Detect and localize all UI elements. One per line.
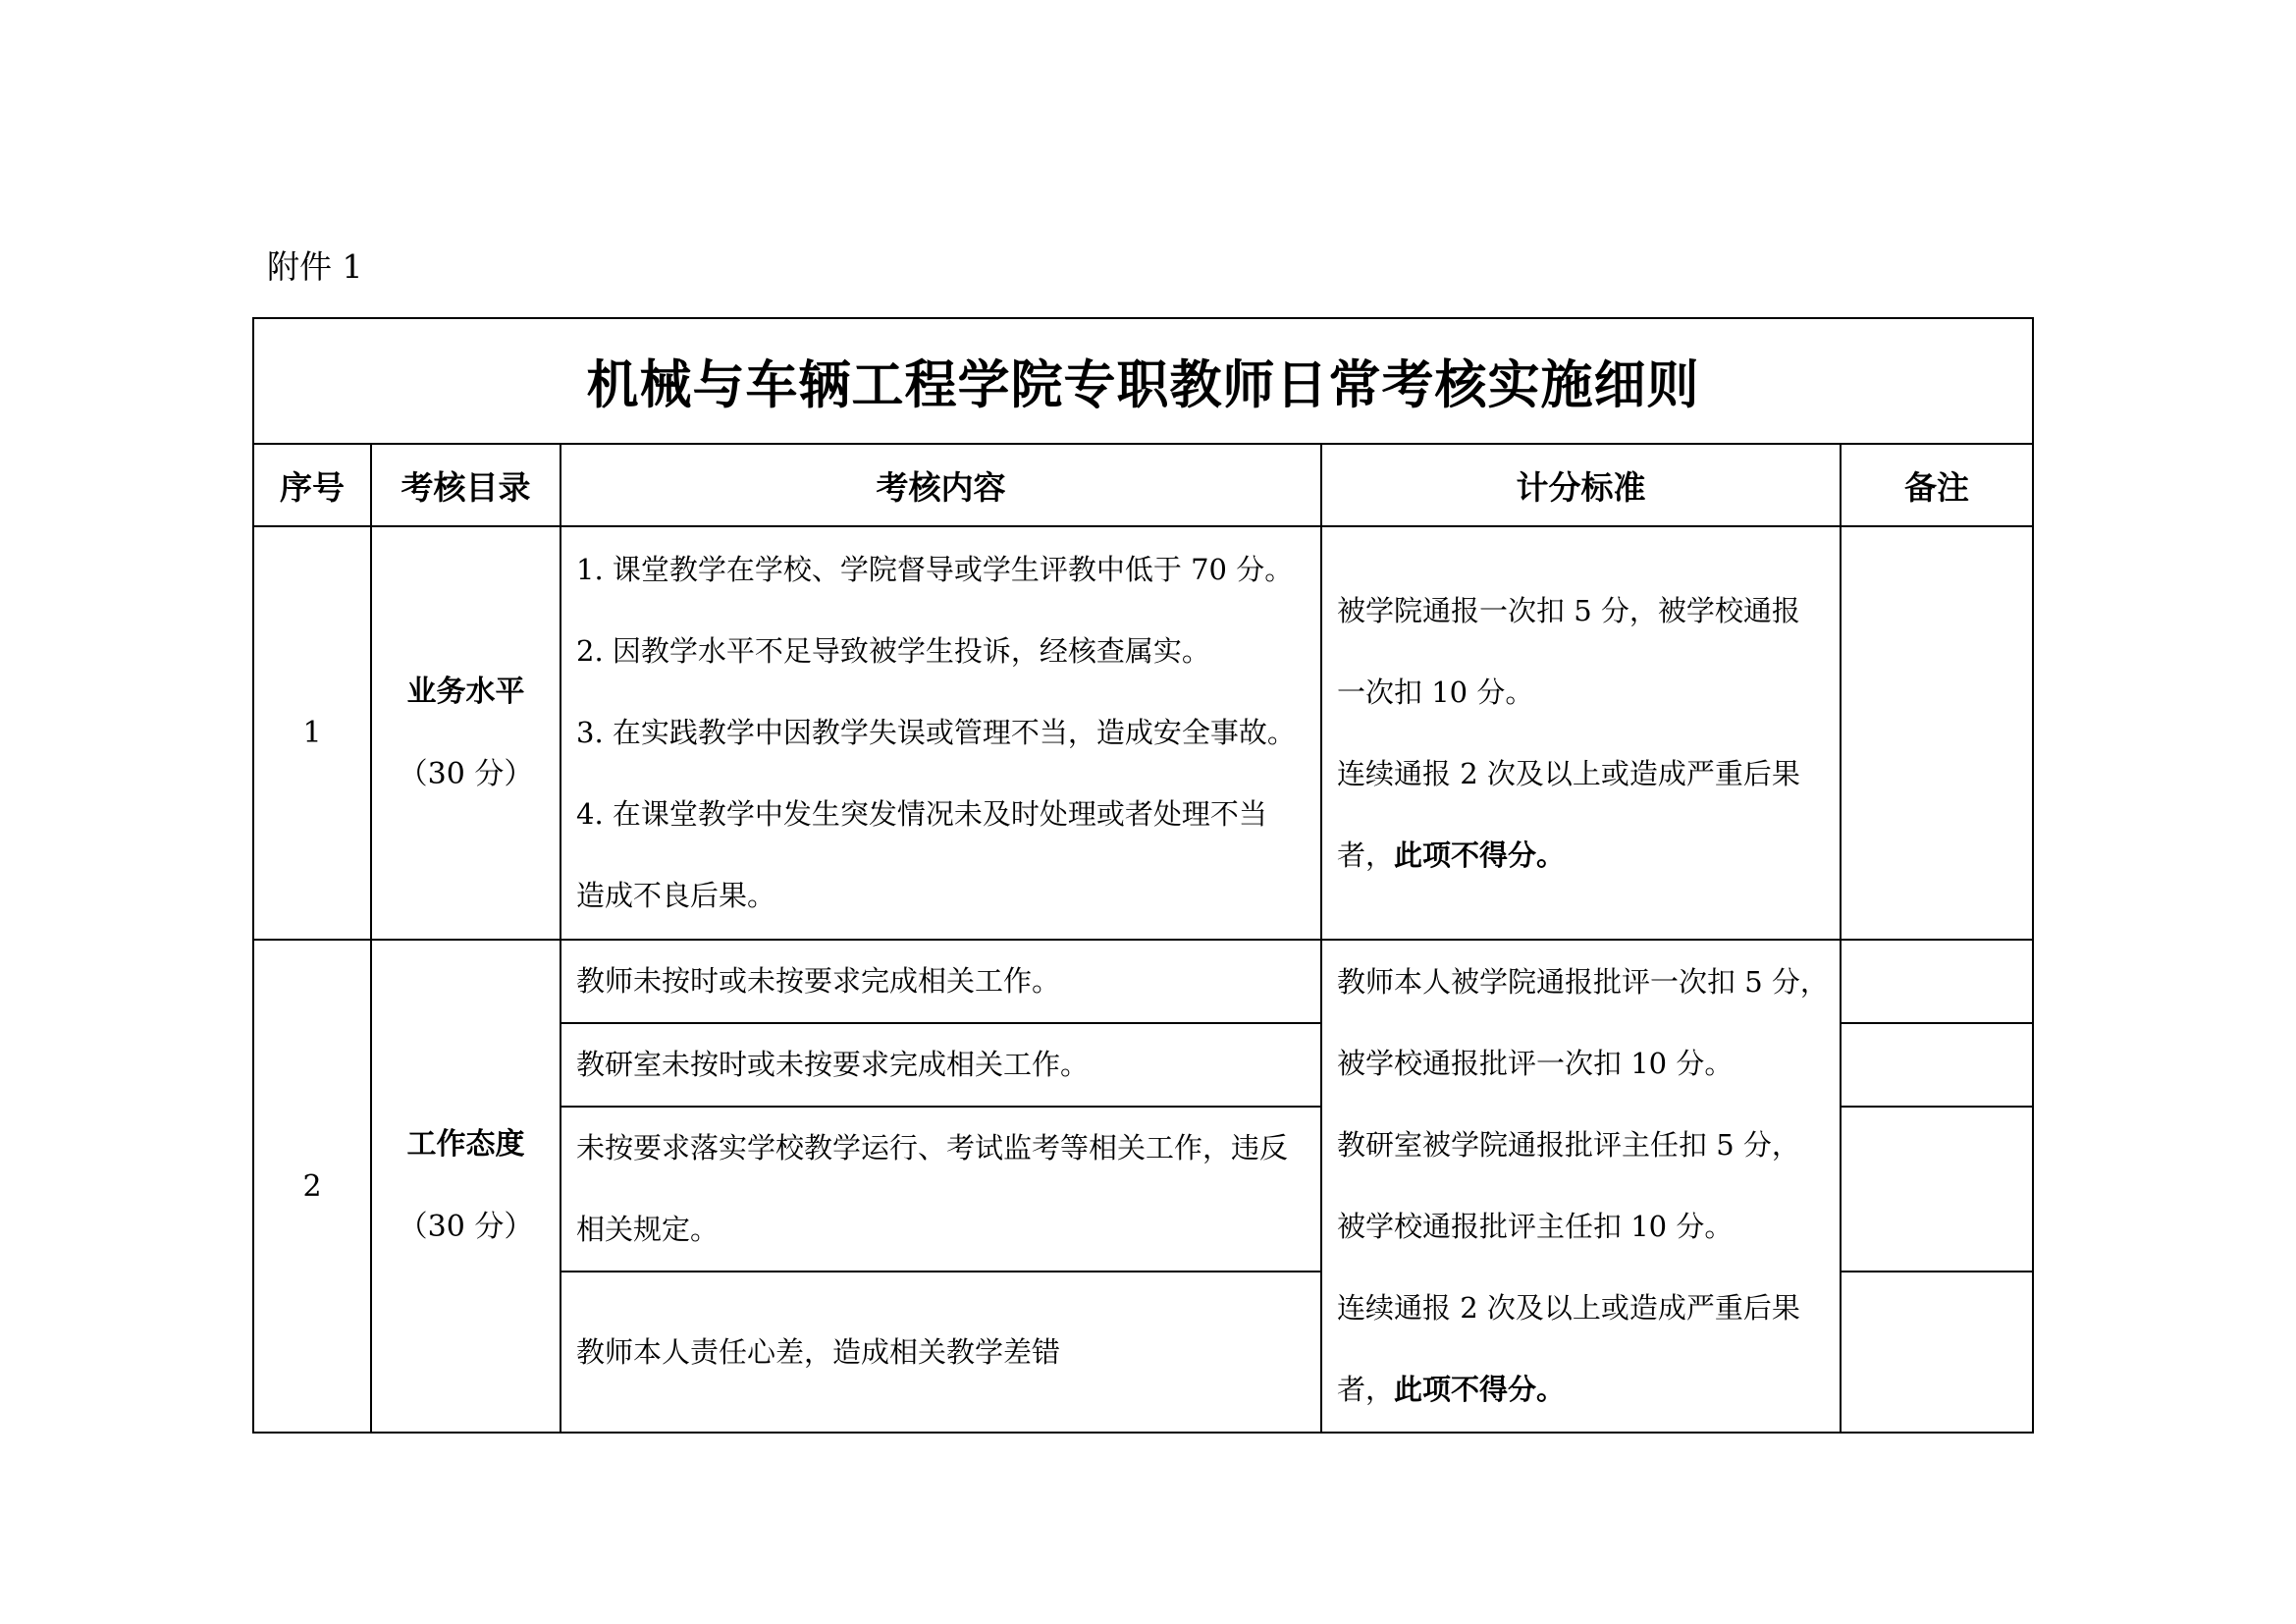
item-category	[371, 526, 561, 940]
scoring-emphasis: 此项不得分。	[1394, 838, 1566, 872]
item-seq: 2	[253, 940, 371, 1433]
scoring-line: 被学校通报批评主任扣 10 分。	[1337, 1210, 1734, 1243]
item-scoring	[1321, 526, 1841, 940]
item-scoring	[1321, 940, 1841, 1433]
scoring-line-last	[1337, 815, 1834, 896]
item-remarks	[1841, 526, 2033, 940]
scoring-line-last	[1337, 1349, 1834, 1431]
header-scoring: 计分标准	[1321, 444, 1841, 526]
item-content	[561, 940, 1321, 1023]
scoring-line: 被学校通报批评一次扣 10 分。	[1337, 1047, 1734, 1080]
header-category: 考核目录	[371, 444, 561, 526]
content-line: 3. 在实践教学中因教学失误或管理不当，造成安全事故。	[576, 716, 1296, 749]
item-content	[561, 1107, 1321, 1272]
header-seq: 序号	[253, 444, 371, 526]
content-line: 1. 课堂教学在学校、学院督导或学生评教中低于 70 分。	[576, 553, 1294, 586]
content-line: 2. 因教学水平不足导致被学生投诉，经核查属实。	[576, 634, 1210, 668]
header-content: 考核内容	[561, 444, 1321, 526]
scoring-line: 连续通报 2 次及以上或造成严重后果	[1337, 1291, 1800, 1325]
item-remarks	[1841, 1107, 2033, 1272]
header-remarks: 备注	[1841, 444, 2033, 526]
category-name: 工作态度	[406, 1127, 525, 1162]
item-category	[371, 940, 561, 1433]
assessment-rules-table	[252, 317, 2034, 1434]
content-line: 未按要求落实学校教学运行、考试监考等相关工作，违反	[576, 1131, 1289, 1164]
content-line: 造成不良后果。	[576, 879, 776, 912]
content-line: 教师未按时或未按要求完成相关工作。	[576, 964, 1061, 998]
item-seq: 1	[253, 526, 371, 940]
category-name: 业务水平	[406, 674, 525, 709]
category-score: （30 分）	[398, 756, 534, 791]
item-content	[561, 526, 1321, 940]
scoring-line: 教研室被学院通报批评主任扣 5 分，	[1337, 1128, 1800, 1162]
scoring-emphasis: 此项不得分。	[1394, 1373, 1566, 1406]
scoring-prefix: 者，	[1337, 838, 1395, 872]
attachment-label: 附件 1	[267, 247, 363, 286]
content-line: 教研室未按时或未按要求完成相关工作。	[576, 1048, 1090, 1081]
content-line: 相关规定。	[576, 1213, 720, 1246]
item-remarks	[1841, 940, 2033, 1023]
scoring-prefix: 者，	[1337, 1373, 1395, 1406]
scoring-line: 被学院通报一次扣 5 分，被学校通报	[1337, 593, 1800, 627]
content-line: 教师本人责任心差，造成相关教学差错	[576, 1334, 1061, 1369]
table-row	[253, 526, 2033, 940]
scoring-line: 一次扣 10 分。	[1337, 675, 1534, 709]
table-row	[253, 940, 2033, 1023]
scoring-line: 连续通报 2 次及以上或造成严重后果	[1337, 756, 1800, 790]
item-remarks	[1841, 1272, 2033, 1433]
scoring-line: 教师本人被学院通报批评一次扣 5 分，	[1337, 965, 1829, 999]
item-remarks	[1841, 1023, 2033, 1107]
item-content	[561, 1272, 1321, 1433]
header-row	[253, 444, 2033, 526]
item-content	[561, 1023, 1321, 1107]
content-line: 4. 在课堂教学中发生突发情况未及时处理或者处理不当	[576, 797, 1267, 831]
document-title: 机械与车辆工程学院专职教师日常考核实施细则	[253, 318, 2033, 444]
category-score: （30 分）	[398, 1210, 534, 1244]
